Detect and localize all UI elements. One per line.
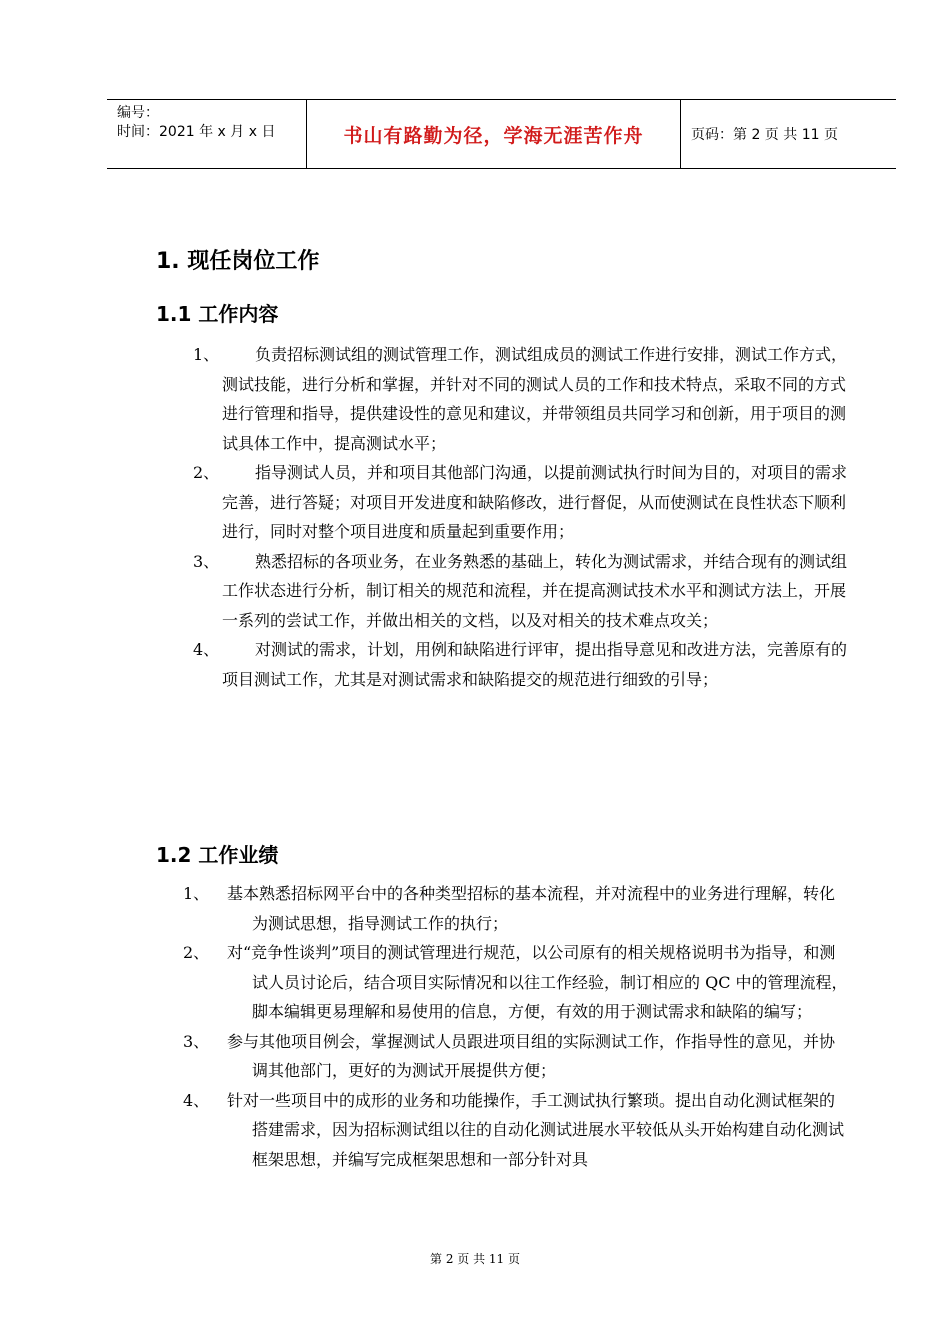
page-header [107,99,896,169]
list-item [0,458,950,547]
list-item-number: 4、 [183,1090,210,1110]
list-item-number: 1、 [193,345,220,364]
header-page-code: 页码：第 2 页 共 11 页 [691,127,838,143]
list-item [0,547,950,636]
list-item [0,635,950,694]
list-item-text: 指导测试人员，并和项目其他部门沟通，以提前测试执行时间为目的，对项目的需求完善，进行答疑；对项目开发进度和缺陷修改，进行督促，从而使测试在良性状态下顺利进行，同时对整个项目进度和质量起到重要作用； [222,463,848,541]
list-item [0,938,950,1027]
page-footer: 第 2 页 共 11 页 [430,1252,520,1266]
list-item-text: 基本熟悉招标网平台中的各种类型招标的基本流程，并对流程中的业务进行理解，转化为测试思想，指导测试工作的执行； [227,884,836,933]
list-item [0,340,950,458]
list-item-text: 负责招标测试组的测试管理工作，测试组成员的测试工作进行安排，测试工作方式，测试技能，进行分析和掌握，并针对不同的测试人员的工作和技术特点，采取不同的方式进行管理和指导，提供建设性的意见和建议，并带领组员共同学习和创新，用于项目的测试具体工作中，提高测试水平； [222,345,848,453]
list-item-text: 对“竞争性谈判”项目的测试管理进行规范，以公司原有的相关规格说明书为指导，和测试人员讨论后，结合项目实际情况和以往工作经验，制订相应的 QC 中的管理流程，脚本编辑更易理解和易使用的信息，方便，有效的用于测试需求和缺陷的编写； [227,943,848,1021]
list-item [0,1086,950,1175]
work-content-list [0,340,950,694]
list-item-text: 熟悉招标的各项业务，在业务熟悉的基础上，转化为测试需求，并结合现有的测试组工作状态进行分析，制订相关的规范和流程，并在提高测试技术水平和测试方法上，开展一系列的尝试工作，并做出相关的文档，以及对相关的技术难点攻关； [222,551,848,630]
list-item [0,1027,950,1086]
list-item-number: 4、 [193,640,220,659]
list-item-number: 3、 [183,1031,210,1051]
list-item-number: 3、 [193,551,220,571]
list-item-number: 1、 [183,884,210,903]
header-meta [107,100,307,168]
number-label: 编号： [117,105,159,121]
section-1-1-title: 1.1 工作内容 [156,302,279,326]
list-item-number: 2、 [193,463,220,482]
list-item-text: 参与其他项目例会，掌握测试人员跟进项目组的实际测试工作，作指导性的意见，并协调其他部门，更好的为测试开展提供方便； [227,1031,836,1080]
work-achievements-list [0,879,950,1174]
section-1-2-title: 1.2 工作业绩 [156,843,279,867]
list-item [0,879,950,938]
list-item-text: 对测试的需求，计划，用例和缺陷进行评审，提出指导意见和改进方法，完善原有的项目测试工作，尤其是对测试需求和缺陷提交的规范进行细致的引导； [222,640,848,689]
header-motto: 书山有路勤为径，学海无涯苦作舟 [307,100,681,168]
time-label: 时间：2021 年 x 月 x 日 [117,124,276,140]
section-1-title: 1. 现任岗位工作 [156,249,320,274]
list-item-text: 针对一些项目中的成形的业务和功能操作，手工测试执行繁琐。提出自动化测试框架的搭建需求，因为招标测试组以往的自动化测试进展水平较低从头开始构建自动化测试框架思想，并编写完成框架思想和一部分针对具 [227,1090,845,1169]
list-item-number: 2、 [183,943,210,962]
